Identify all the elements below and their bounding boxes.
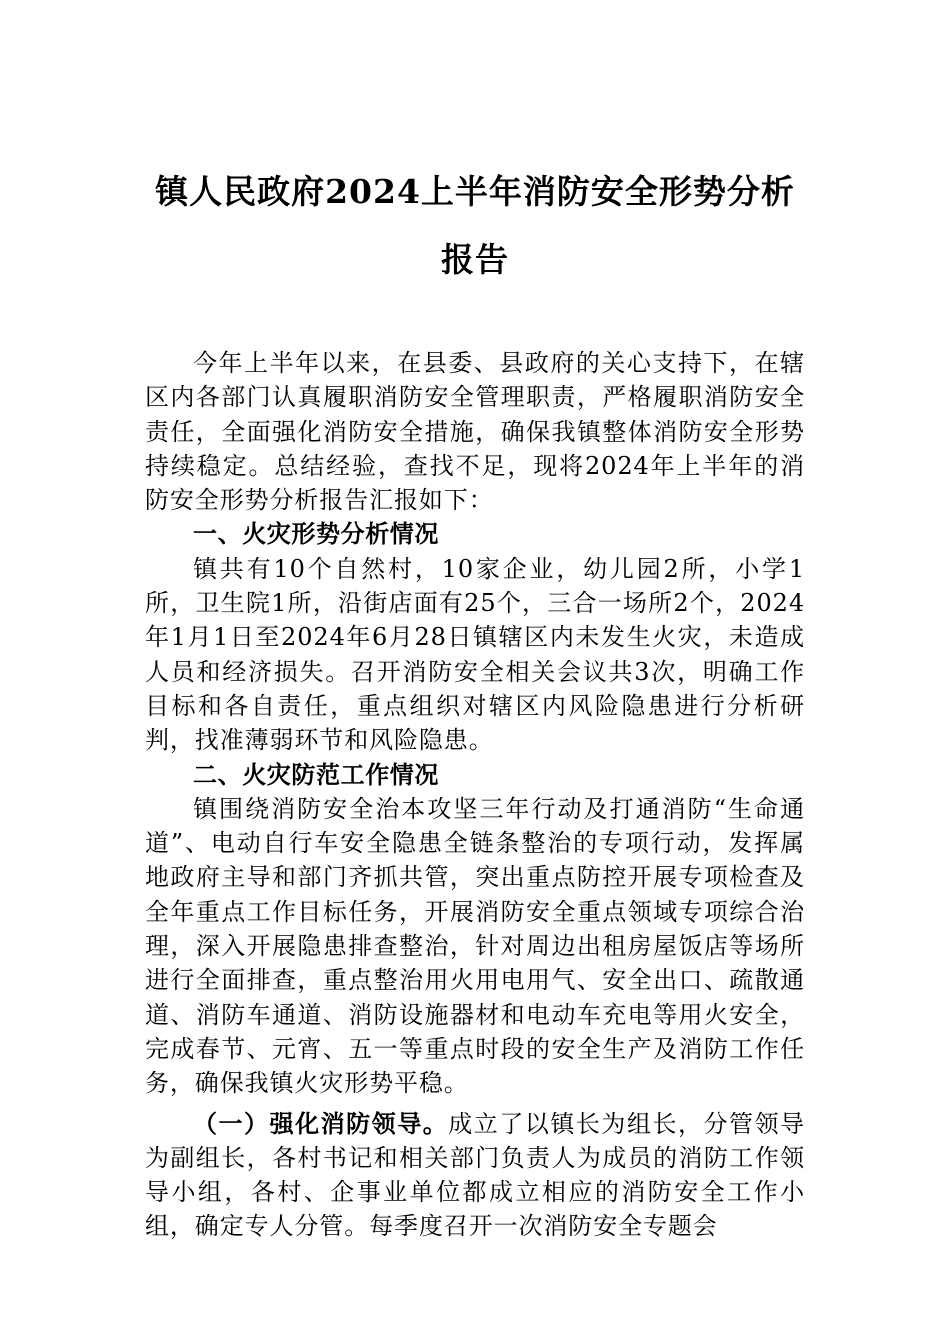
title-line-1: 镇人民政府2024上半年消防安全形势分析 bbox=[155, 172, 795, 211]
section-1-paragraph: 镇共有10个自然村，10家企业，幼儿园2所，小学1所，卫生院1所，沿街店面有25个，三合一场所2个，2024年1月1日至2024年6月28日镇辖区内未发生火灾，未造成人员和经济损失。召开消防安全相关会议共3次，明确工作目标和各自责任，重点组织对辖区内风险隐患进行分析研判，找准薄弱环节和风险隐患。 bbox=[145, 554, 805, 755]
section-2-heading: 二、火灾防范工作情况 bbox=[193, 760, 439, 789]
document-title bbox=[145, 158, 805, 294]
document-body bbox=[145, 346, 805, 1244]
section-2-paragraph: 镇围绕消防安全治本攻坚三年行动及打通消防“生命通道”、电动自行车安全隐患全链条整治的专项行动，发挥属地政府主导和部门齐抓共管，突出重点防控开展专项检查及全年重点工作目标任务，开展消防安全重点领域专项综合治理，深入开展隐患排查整治，针对周边出租房屋饭店等场所进行全面排查，重点整治用火用电用气、安全出口、疏散通道、消防车通道、消防设施器材和电动车充电等用火安全，完成春节、元宵、五一等重点时段的安全生产及消防工作任务，确保我镇火灾形势平稳。 bbox=[145, 794, 805, 1098]
item-1-body: 成立了以镇长为组长，分管领导为副组长，各村书记和相关部门负责人为成员的消防工作领导小组，各村、企事业单位都成立相应的消防安全工作小组，确定专人分管。每季度召开一次消防安全专题会 bbox=[145, 1109, 805, 1241]
section-1-heading: 一、火灾形势分析情况 bbox=[193, 520, 439, 549]
item-1-paragraph bbox=[145, 1107, 805, 1244]
item-1-title: （一）强化消防领导。 bbox=[193, 1108, 449, 1138]
title-line-2: 报告 bbox=[441, 240, 509, 279]
intro-paragraph: 今年上半年以来，在县委、县政府的关心支持下，在辖区内各部门认真履职消防安全管理职责，严格履职消防安全责任，全面强化消防安全措施，确保我镇整体消防安全形势持续稳定。总结经验，查找不足，现将2024年上半年的消防安全形势分析报告汇报如下： bbox=[145, 349, 805, 515]
